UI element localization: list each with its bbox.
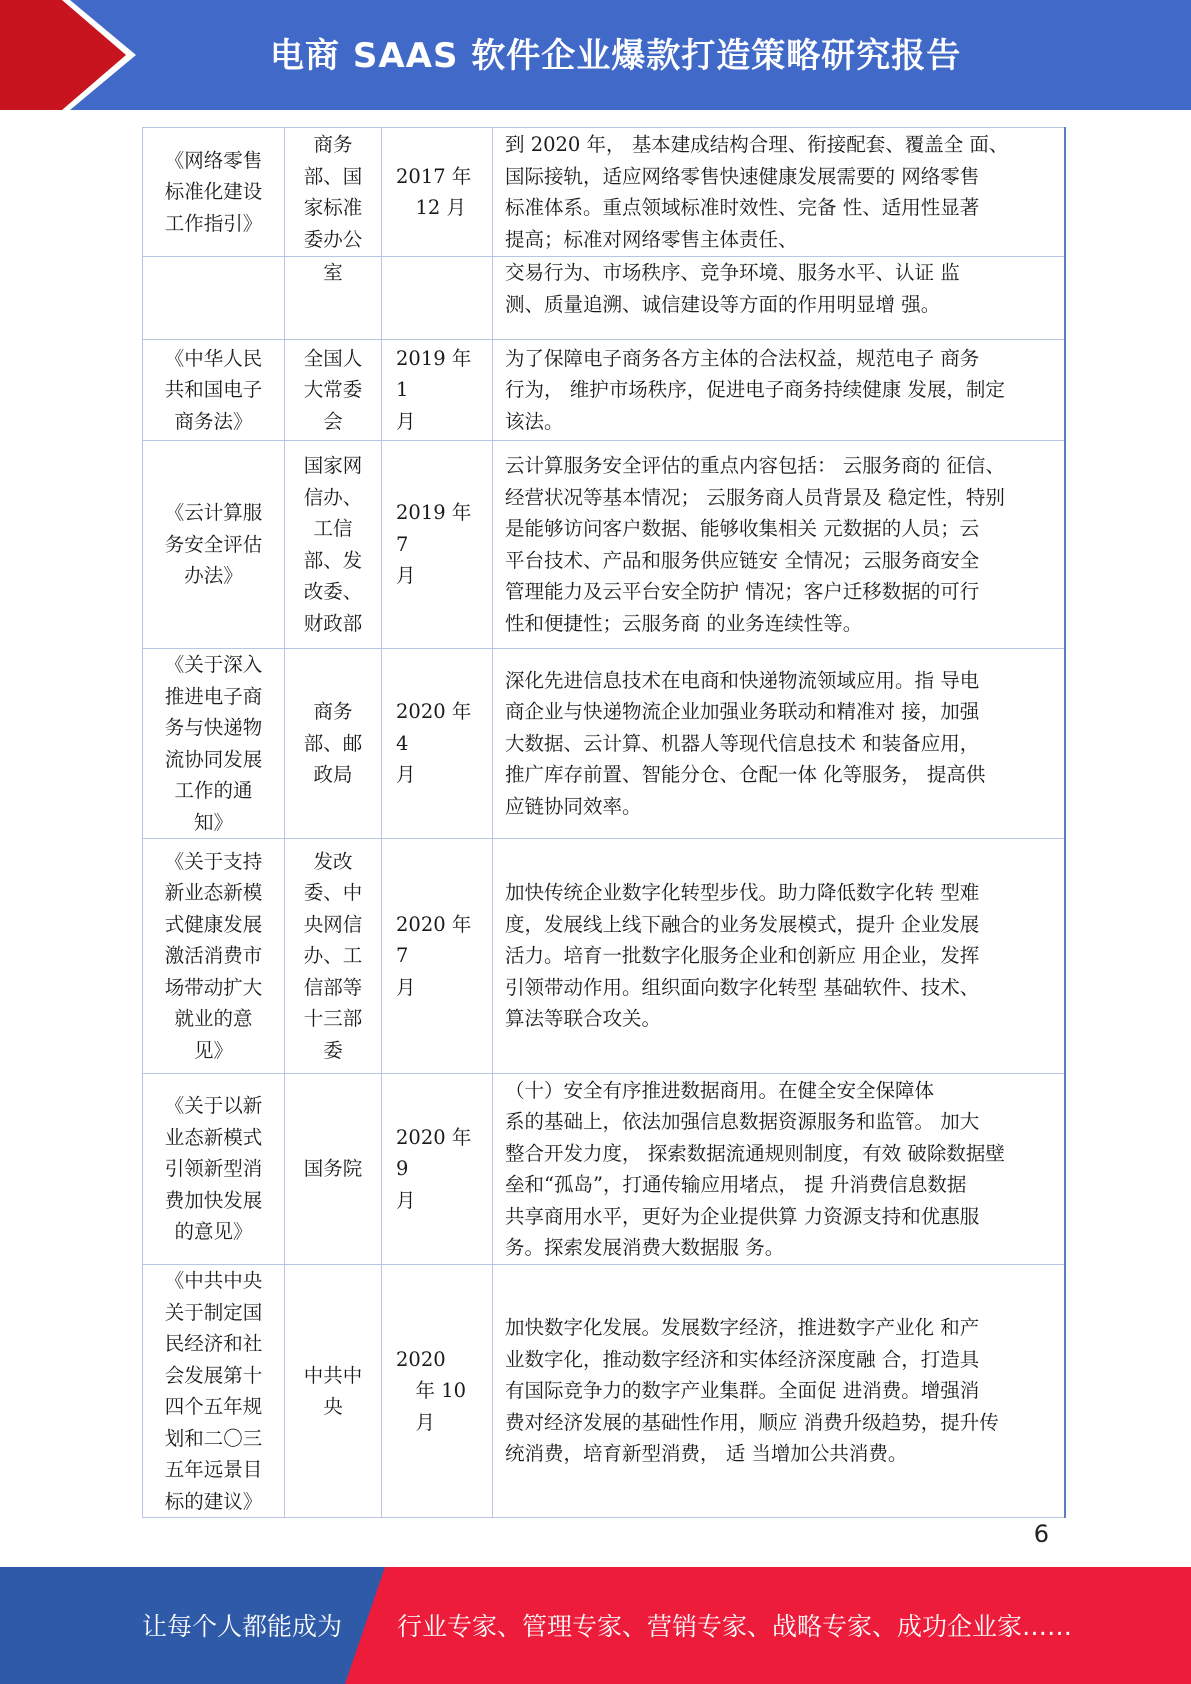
- issue-date-cell: [382, 257, 493, 340]
- cell-text-line: 月: [396, 763, 416, 787]
- cell-text-line: 标的建议》: [164, 1489, 263, 1513]
- table-row: [143, 340, 1065, 441]
- issuing-dept-cell: [285, 649, 382, 839]
- cell-text-line: 是能够访问客户数据、能够收集相关 元数据的人员；云: [505, 517, 980, 540]
- cell-text-line: 发改: [313, 849, 353, 873]
- cell-text-line: 商企业与快递物流企业加强业务联动和精准对 接，加强: [505, 700, 980, 724]
- cell-text-line: 引领带动作用。组织面向数字化转型 基础软件、技术、: [505, 975, 980, 999]
- cell-text-line: 推进电子商: [164, 684, 263, 708]
- cell-text-line: 有国际竞争力的数字产业集群。全面促 进消费。增强消: [505, 1379, 980, 1403]
- cell-text-line: 系的基础上，依法加强信息数据资源服务和监管。 加大: [505, 1110, 980, 1133]
- cell-text-line: （十）安全有序推进数据商用。在健全安全保障体: [505, 1078, 935, 1102]
- cell-text-line: 国际接轨，适应网络零售快速健康发展需要的 网络零售: [505, 164, 980, 188]
- policy-name-cell: [143, 441, 285, 649]
- cell-text-line: 《网络零售: [164, 148, 263, 172]
- cell-text-line: 平台技术、产品和服务供应链安 全情况；云服务商安全: [505, 548, 980, 572]
- cell-text-line: 《关于支持: [164, 849, 263, 873]
- table-row: [143, 1074, 1065, 1265]
- issue-date-cell: [382, 128, 493, 257]
- table-row: [143, 128, 1065, 257]
- cell-text-line: 室: [323, 261, 343, 284]
- cell-text-line: 2020 年 7: [396, 912, 472, 968]
- table-row: [143, 441, 1065, 649]
- report-title: 电商 SAAS 软件企业爆款打造策略研究报告: [270, 36, 962, 76]
- cell-text-line: 度，发展线上线下融合的业务发展模式，提升 企业发展: [505, 912, 980, 936]
- cell-text-line: 划和二〇三: [164, 1426, 263, 1450]
- cell-text-line: 统消费，培育新型消费， 适 当增加公共消费。: [505, 1442, 908, 1466]
- policy-content-cell: [493, 649, 1065, 839]
- cell-text-line: 务安全评估: [164, 532, 263, 556]
- cell-text-line: 该法。: [505, 409, 564, 433]
- policy-content-cell: [493, 441, 1065, 649]
- issuing-dept-cell: [285, 1265, 382, 1518]
- cell-text-line: 式健康发展: [164, 912, 263, 936]
- cell-text-line: 流协同发展: [164, 747, 263, 771]
- footer-slogan-right: 行业专家、管理专家、营销专家、战略专家、成功企业家……: [397, 1612, 1073, 1641]
- policy-name-cell: [143, 340, 285, 441]
- cell-text-line: 民经济和社: [164, 1332, 263, 1355]
- issuing-dept-cell: [285, 257, 382, 340]
- cell-text-line: 央: [323, 1395, 343, 1418]
- cell-text-line: 工信: [313, 517, 353, 540]
- cell-text-line: 委: [323, 1038, 343, 1062]
- cell-text-line: 垒和“孤岛”，打通传输应用堵点， 提 升消费信息数据: [505, 1173, 967, 1196]
- cell-text-line: 信办、: [303, 485, 363, 509]
- cell-text-line: 年 10: [396, 1379, 467, 1403]
- cell-text-line: 费对经济发展的基础性作用，顺应 消费升级趋势，提升传: [505, 1410, 999, 1434]
- cell-text-line: 费加快发展: [164, 1188, 263, 1212]
- cell-text-line: 加快数字化发展。发展数字经济，推进数字产业化 和产: [505, 1316, 980, 1340]
- policy-content-cell: [493, 340, 1065, 441]
- issuing-dept-cell: [285, 1074, 382, 1265]
- cell-text-line: 政局: [313, 763, 353, 787]
- cell-text-line: 信部等: [303, 975, 363, 999]
- policy-name-cell: [143, 649, 285, 839]
- cell-text-line: 家标准: [303, 196, 363, 219]
- cell-text-line: 财政部: [303, 611, 363, 635]
- cell-text-line: 工作指引》: [164, 211, 263, 235]
- cell-text-line: 商务法》: [174, 409, 253, 433]
- table-row: [143, 649, 1065, 839]
- cell-text-line: 推广库存前置、智能分仓、仓配一体 化等服务， 提高供: [505, 763, 986, 787]
- cell-text-line: 引领新型消: [164, 1157, 263, 1181]
- cell-text-line: 大数据、云计算、机器人等现代信息技术 和装备应用，: [505, 731, 980, 755]
- cell-text-line: 业态新模式: [164, 1125, 263, 1149]
- cell-text-line: 2017 年: [396, 164, 472, 188]
- cell-text-line: 月: [396, 1188, 416, 1212]
- cell-text-line: 《关于以新: [164, 1094, 263, 1118]
- cell-text-line: 全国人: [303, 346, 363, 370]
- issue-date-cell: [382, 649, 493, 839]
- policy-content-cell: [493, 128, 1065, 257]
- cell-text-line: 部、邮: [303, 731, 363, 755]
- cell-text-line: 加快传统企业数字化转型步伐。助力降低数字化转 型难: [505, 881, 980, 905]
- issue-date-cell: [382, 1265, 493, 1518]
- cell-text-line: 深化先进信息技术在电商和快递物流领域应用。指 导电: [505, 668, 980, 692]
- cell-text-line: 务与快递物: [164, 716, 263, 739]
- cell-text-line: 12 月: [396, 196, 467, 219]
- cell-text-line: 委、中: [303, 881, 363, 905]
- policy-content-cell: [493, 1074, 1065, 1265]
- cell-text-line: 行为， 维护市场秩序，促进电子商务持续健康 发展，制定: [505, 378, 1005, 402]
- cell-text-line: 五年远景目: [164, 1458, 263, 1481]
- issuing-dept-cell: [285, 128, 382, 257]
- cell-text-line: 新业态新模: [164, 881, 263, 905]
- cell-text-line: 部、发: [303, 548, 363, 572]
- cell-text-line: 月: [396, 975, 416, 999]
- cell-text-line: 提高；标准对网络零售主体责任、: [505, 227, 798, 251]
- issuing-dept-cell: [285, 441, 382, 649]
- cell-text-line: 央网信: [303, 912, 363, 936]
- cell-text-line: 激活消费市: [164, 944, 263, 968]
- issue-date-cell: [382, 441, 493, 649]
- page-footer: [0, 1567, 1191, 1684]
- page-number: 6: [1033, 1520, 1049, 1548]
- cell-text-line: 中共中: [303, 1363, 363, 1387]
- policy-content-cell: [493, 1265, 1065, 1518]
- cell-text-line: 国家网: [303, 454, 363, 477]
- cell-text-line: 部、国: [303, 164, 363, 188]
- cell-text-line: 月: [396, 409, 416, 433]
- cell-text-line: 办法》: [184, 564, 243, 588]
- cell-text-line: 务。探索发展消费大数据服 务。: [505, 1236, 785, 1259]
- cell-text-line: 商务: [313, 133, 353, 156]
- policy-name-cell: [143, 1074, 285, 1265]
- cell-text-line: 2019 年 1: [396, 346, 472, 402]
- policy-name-cell: [143, 257, 285, 340]
- policy-content-cell: [493, 257, 1065, 340]
- header-chevron-icon: [0, 0, 150, 110]
- cell-text-line: 性和便捷性；云服务商 的业务连续性等。: [505, 611, 863, 635]
- cell-text-line: 交易行为、市场秩序、竞争环境、服务水平、认证 监: [505, 261, 960, 284]
- policy-name-cell: [143, 839, 285, 1074]
- cell-text-line: 会发展第十: [164, 1363, 263, 1387]
- cell-text-line: 2020 年 9: [396, 1125, 472, 1181]
- cell-text-line: 业数字化，推动数字经济和实体经济深度融 合，打造具: [505, 1347, 980, 1371]
- cell-text-line: 商务: [313, 700, 353, 724]
- cell-text-line: 月: [396, 564, 416, 588]
- cell-text-line: 四个五年规: [164, 1395, 263, 1418]
- cell-text-line: 办、工: [303, 944, 363, 968]
- cell-text-line: 委办公: [303, 227, 363, 251]
- cell-text-line: 标准化建设: [164, 180, 263, 204]
- cell-text-line: 国务院: [303, 1157, 363, 1181]
- cell-text-line: 标准体系。重点领域标准时效性、完备 性、适用性显著: [505, 196, 980, 219]
- cell-text-line: 整合开发力度， 探索数据流通规则制度，有效 破除数据壁: [505, 1141, 1005, 1165]
- cell-text-line: 就业的意: [174, 1007, 253, 1031]
- cell-text-line: 云计算服务安全评估的重点内容包括： 云服务商的 征信、: [505, 454, 1005, 477]
- table-row: [143, 257, 1065, 340]
- cell-text-line: 见》: [193, 1038, 233, 1062]
- cell-text-line: 管理能力及云平台安全防护 情况；客户迁移数据的可行: [505, 580, 980, 603]
- cell-text-line: 大常委: [303, 378, 363, 402]
- cell-text-line: 工作的通: [174, 779, 253, 802]
- cell-text-line: 共享商用水平，更好为企业提供算 力资源支持和优惠服: [505, 1204, 980, 1228]
- issuing-dept-cell: [285, 839, 382, 1074]
- cell-text-line: 知》: [193, 810, 233, 834]
- policy-table-body: [143, 128, 1065, 1518]
- issuing-dept-cell: [285, 340, 382, 441]
- cell-text-line: 《中共中央: [164, 1269, 263, 1292]
- cell-text-line: 十三部: [303, 1007, 363, 1031]
- cell-text-line: 场带动扩大: [164, 975, 263, 999]
- cell-text-line: 活力。培育一批数字化服务企业和创新应 用企业，发挥: [505, 944, 980, 968]
- cell-text-line: 算法等联合攻关。: [505, 1007, 662, 1031]
- cell-text-line: 《云计算服: [164, 501, 263, 525]
- table-row: [143, 839, 1065, 1074]
- page-header: [0, 0, 1191, 110]
- issue-date-cell: [382, 340, 493, 441]
- policy-content-cell: [493, 839, 1065, 1074]
- cell-text-line: 共和国电子: [164, 378, 263, 402]
- policy-table: [142, 127, 1066, 1518]
- cell-text-line: 的意见》: [174, 1220, 253, 1244]
- cell-text-line: 月: [396, 1410, 436, 1434]
- cell-text-line: 2020: [396, 1347, 446, 1371]
- cell-text-line: 测、质量追溯、诚信建设等方面的作用明显增 强。: [505, 292, 941, 316]
- cell-text-line: 2019 年 7: [396, 501, 472, 556]
- issue-date-cell: [382, 839, 493, 1074]
- cell-text-line: 经营状况等基本情况； 云服务商人员背景及 稳定性，特别: [505, 485, 1005, 509]
- cell-text-line: 《中华人民: [164, 346, 263, 370]
- cell-text-line: 为了保障电子商务各方主体的合法权益，规范电子 商务: [505, 346, 980, 370]
- cell-text-line: 应链协同效率。: [505, 794, 642, 818]
- cell-text-line: 2020 年 4: [396, 700, 472, 755]
- cell-text-line: 会: [323, 409, 343, 433]
- cell-text-line: 关于制定国: [164, 1300, 263, 1324]
- cell-text-line: 《关于深入: [164, 653, 263, 676]
- footer-slogan-left: 让每个人都能成为: [142, 1612, 343, 1641]
- policy-name-cell: [143, 128, 285, 257]
- cell-text-line: 改委、: [303, 580, 363, 603]
- policy-name-cell: [143, 1265, 285, 1518]
- issue-date-cell: [382, 1074, 493, 1265]
- table-row: [143, 1265, 1065, 1518]
- cell-text-line: 到 2020 年， 基本建成结构合理、衔接配套、覆盖全 面、: [505, 133, 1009, 156]
